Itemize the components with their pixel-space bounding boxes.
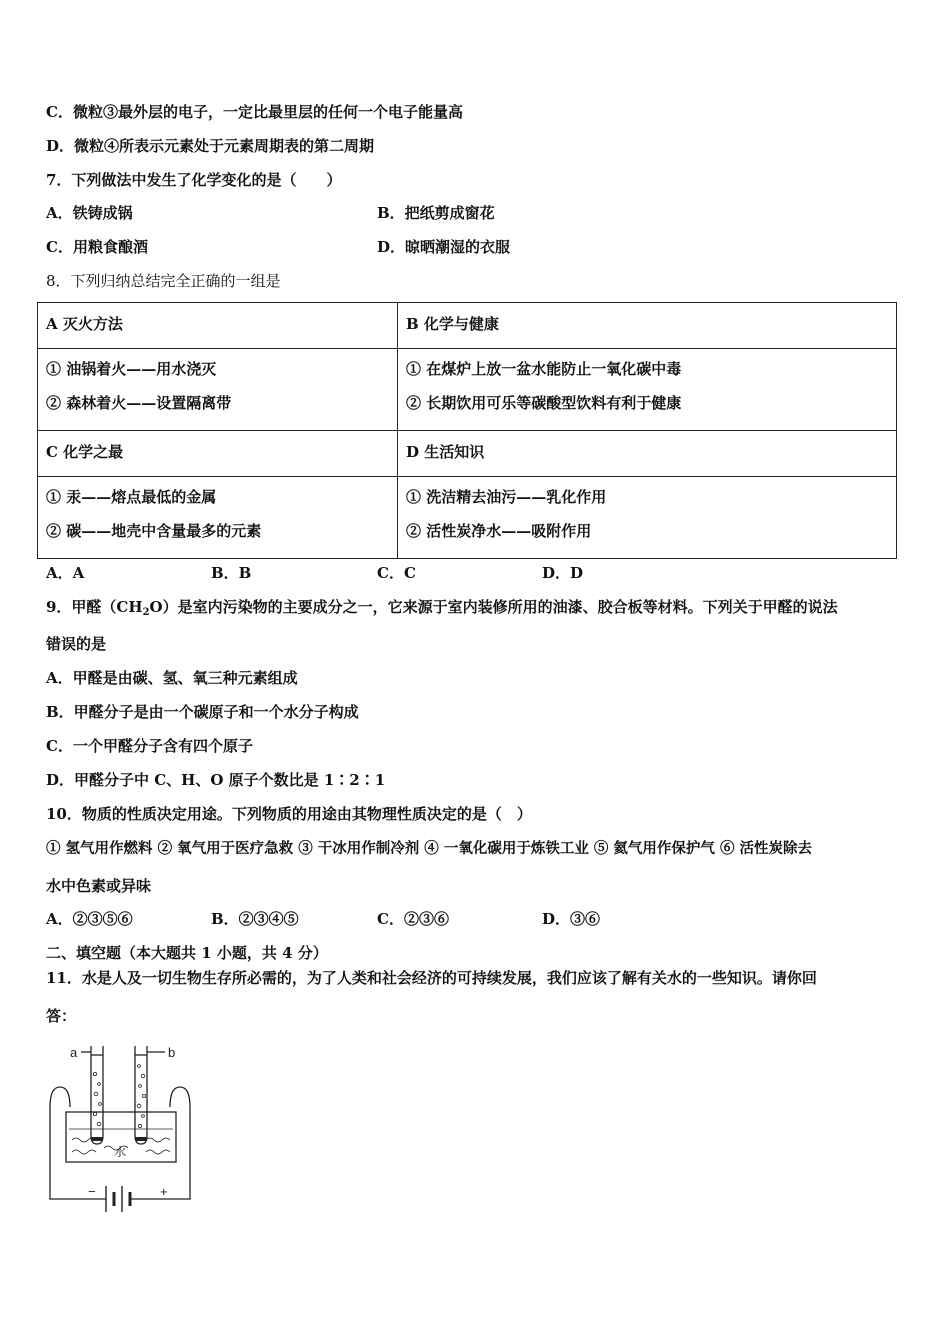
q8-option-c: C．C	[377, 564, 416, 582]
q10-option-b: B．②③④⑤	[211, 910, 299, 928]
q8-b-item-1: ① 在煤炉上放一盆水能防止一氧化碳中毒	[406, 360, 682, 378]
q8-a-item-2: ② 森林着火——设置隔离带	[46, 394, 232, 412]
q6-option-c: C．微粒③最外层的电子，一定比最里层的任何一个电子能量高	[46, 103, 463, 121]
q7-option-d: D．晾晒潮湿的衣服	[377, 238, 511, 256]
q8-option-a: A．A	[46, 564, 85, 582]
electrolysis-apparatus-diagram	[48, 1036, 198, 1221]
q10-line2: 水中色素或异味	[46, 877, 152, 895]
q9-option-d: D．甲醛分子中 C、H、O 原子个数比是 1∶2∶1	[46, 771, 386, 789]
q9-stem-post: O）是室内污染物的主要成分之一，它来源于室内装修所用的油漆、胶合板等材料。下列关于甲醛的说法	[149, 598, 838, 616]
q10-stem: 10．物质的性质决定用途。下列物质的用途由其物理性质决定的是（ ）	[46, 805, 532, 823]
q8-cell-d-items	[398, 477, 897, 559]
q9-stem-line2: 错误的是	[46, 635, 107, 653]
q8-option-d: D．D	[542, 564, 584, 582]
q8-stem: 8．下列归纳总结完全正确的一组是	[46, 272, 281, 290]
q8-option-b: B．B	[211, 564, 252, 582]
q8-cell-c-items	[38, 477, 398, 559]
label-negative-terminal: −	[88, 1184, 96, 1199]
label-water: 水	[114, 1145, 127, 1159]
q10-line1: ① 氢气用作燃料 ② 氧气用于医疗急救 ③ 干冰用作制冷剂 ④ 一氧化碳用于炼铁工业 ⑤ 氦气用作保护气 ⑥ 活性炭除去	[46, 840, 813, 857]
q8-b-item-2: ② 长期饮用可乐等碳酸型饮料有利于健康	[406, 394, 682, 412]
label-b: b	[168, 1045, 176, 1060]
q7-stem: 7．下列做法中发生了化学变化的是（ ）	[46, 171, 342, 189]
q9-stem-subscript: 2	[142, 607, 150, 618]
q11-line2: 答：	[46, 1007, 77, 1025]
q11-line1: 11．水是人及一切生物生存所必需的，为了人类和社会经济的可持续发展，我们应该了解有关水的一些知识。请你回	[46, 969, 817, 987]
q8-cell-b-title: B 化学与健康	[398, 303, 897, 349]
q8-c-item-2: ② 碳——地壳中含量最多的元素	[46, 522, 262, 540]
q9-option-b: B．甲醛分子是由一个碳原子和一个水分子构成	[46, 703, 359, 721]
q9-stem-pre: 9．甲醛（CH	[46, 598, 143, 616]
q8-cell-a-items	[38, 349, 398, 431]
label-a: a	[70, 1045, 78, 1060]
q7-option-a: A．铁铸成锅	[46, 204, 133, 222]
q10-option-a: A．②③⑤⑥	[46, 910, 133, 928]
q8-cell-b-items	[398, 349, 897, 431]
section-2-heading: 二、填空题（本大题共 1 小题，共 4 分）	[46, 944, 328, 962]
wire-negative	[50, 1087, 106, 1199]
q6-option-d: D．微粒④所表示元素处于元素周期表的第二周期	[46, 137, 375, 155]
q8-cell-a-title: A 灭火方法	[38, 303, 398, 349]
q8-d-item-1: ① 洗洁精去油污——乳化作用	[406, 488, 607, 506]
electrode-b	[135, 1137, 147, 1141]
q8-a-item-1: ① 油锅着火——用水浇灭	[46, 360, 217, 378]
gas-bubbles	[93, 1065, 145, 1128]
q8-cell-c-title: C 化学之最	[38, 431, 398, 477]
q8-d-item-2: ② 活性炭净水——吸附作用	[406, 522, 592, 540]
q8-c-item-1: ① 汞——熔点最低的金属	[46, 488, 217, 506]
q9-stem	[46, 597, 838, 623]
label-positive-terminal: +	[160, 1184, 168, 1199]
q10-option-d: D．③⑥	[542, 910, 601, 928]
q7-option-b: B．把纸剪成窗花	[377, 204, 495, 222]
q7-option-c: C．用粮食酿酒	[46, 238, 148, 256]
q8-table	[37, 302, 897, 559]
q8-cell-d-title: D 生活知识	[398, 431, 897, 477]
q10-option-c: C．②③⑥	[377, 910, 449, 928]
electrode-a	[91, 1137, 103, 1141]
q9-option-a: A．甲醛是由碳、氢、氧三种元素组成	[46, 669, 298, 687]
q9-option-c: C．一个甲醛分子含有四个原子	[46, 737, 253, 755]
